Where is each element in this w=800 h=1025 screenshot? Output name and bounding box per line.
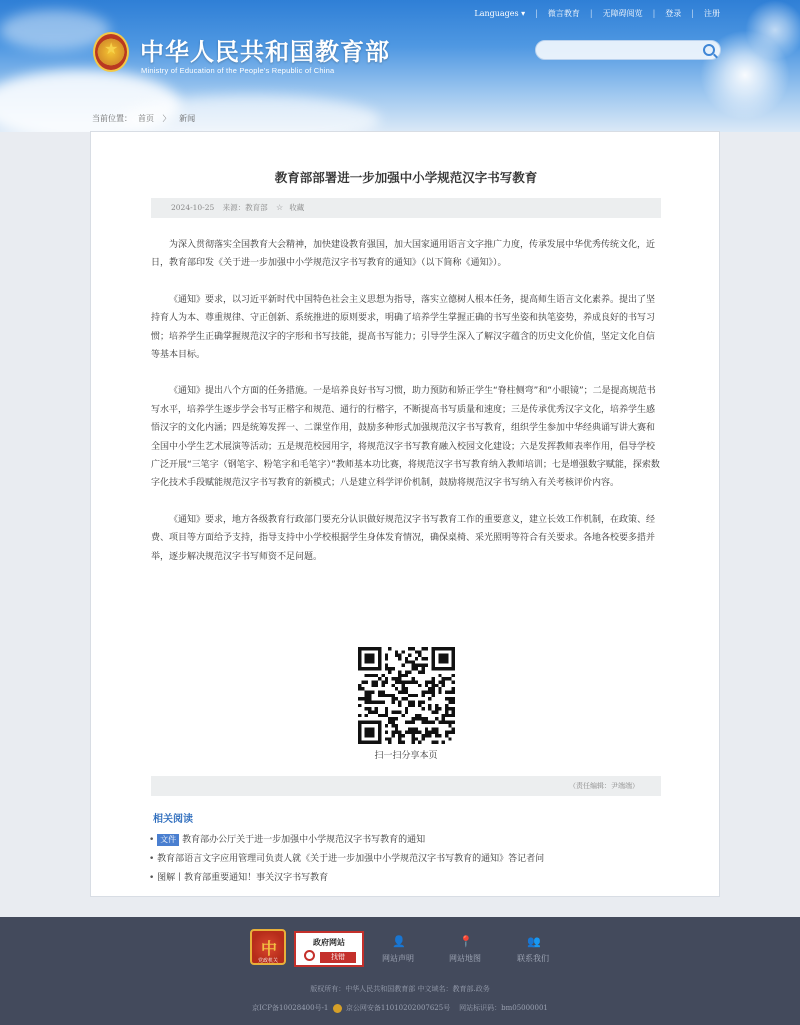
police-record[interactable]: 京公网安备11010202007625号 xyxy=(345,1004,451,1012)
file-tag: 文件 xyxy=(157,834,179,846)
site-header xyxy=(0,0,800,132)
party-badge-label: 党政机关 xyxy=(257,958,278,964)
footer-link-statement[interactable] xyxy=(373,935,423,964)
related-item-text[interactable]: 教育部语言文字应用管理司负责人就《关于进一步加强中小学规范汉字书写教育的通知》答记者问 xyxy=(157,854,545,864)
related-item[interactable] xyxy=(149,869,669,888)
article-paragraph: 《通知》要求，以习近平新时代中国特色社会主义思想为指导，落实立德树人根本任务，提高师生语言文化素养。提出了坚持育人为本、尊重规律、守正创新、系统推进的原则要求，明确了培养学生掌握正确的书写坐姿和执笔姿势，养成良好的书写习惯；培养学生正确掌握规范汉字的字形和书写技能，提高书写能力；引导学生深入了解汉字蕴含的历史文化价值，坚定文化自信等基本目标。 xyxy=(151,294,656,361)
qr-code-image xyxy=(358,647,455,744)
nav-separator: | xyxy=(589,9,593,18)
site-title[interactable]: 中华人民共和国教育部 xyxy=(140,38,390,66)
favorite-label: 收藏 xyxy=(289,203,305,212)
breadcrumb-current[interactable]: 新闻 xyxy=(179,114,196,123)
footer-link-label: 网站声明 xyxy=(382,954,414,963)
breadcrumb-label: 当前位置： xyxy=(92,114,132,123)
article-title: 教育部部署进一步加强中小学规范汉字书写教育 xyxy=(274,170,538,185)
footer-link-label: 联系我们 xyxy=(517,954,549,963)
related-item-text[interactable]: 图解丨教育部重要通知！事关汉字书写教育 xyxy=(157,873,329,883)
breadcrumb xyxy=(92,113,201,124)
site-subtitle: Ministry of Education of the People's Republic of China xyxy=(141,66,335,75)
article-meta-bar xyxy=(151,198,661,218)
search-input[interactable] xyxy=(536,45,696,63)
responsible-editor: （责任编辑：尹端端） xyxy=(569,782,639,790)
favorite-button[interactable] xyxy=(276,203,310,212)
article-paragraph: 《通知》提出八个方面的任务措施。一是培养良好书写习惯，助力预防和矫正学生“脊柱侧弯”和“小眼镜”；二是提高规范书写水平，培养学生逐步学会书写正楷字和规范、通行的行楷字，不断提高书写质量和速度；三是传承优秀汉字文化，培养学生感悟汉字的文化内涵；四是统筹发挥一、二课堂作用，鼓励多种形式加强规范汉字书写教育，组织学生参加中华经典诵写讲大赛和全国中小学生艺术展演等活动；五是规范校园用字，将规范汉字书写教育融入校园文化建设；六是发挥教师表率作用，倡导学校广泛开展“三笔字（钢笔字、粉笔字和毛笔字）”教师基本功比赛，将规范汉字书写教育纳入教师培训；七是增强数字赋能，探索数字化技术手段赋能规范汉字书写教育的新模式；八是建立科学评价机制，鼓励将规范汉字书写纳入有关考核评价内容。 xyxy=(151,386,660,489)
related-item-text[interactable]: 教育部办公厅关于进一步加强中小学规范汉字书写教育的通知 xyxy=(182,835,426,845)
registration-info xyxy=(0,1003,800,1013)
qr-caption: 扫一扫分享本页 xyxy=(374,751,438,761)
star-icon: ☆ xyxy=(276,203,284,212)
related-item[interactable] xyxy=(149,850,669,869)
breadcrumb-separator: 〉 xyxy=(162,114,171,123)
police-badge-icon xyxy=(333,1004,342,1013)
site-footer xyxy=(0,917,800,1025)
weibo-link[interactable]: 微言教育 xyxy=(547,9,580,18)
location-pin-icon: 📍 xyxy=(459,935,473,948)
copyright-text: 版权所有：中华人民共和国教育部 中文域名：教育部.政务 xyxy=(310,985,490,993)
article-paragraph: 为深入贯彻落实全国教育大会精神，加快建设教育强国，加大国家通用语言文字推广力度，传承发展中华优秀传统文化，近日，教育部印发《关于进一步加强中小学规范汉字书写教育的通知》（以下简称《通知》）。 xyxy=(151,240,656,269)
article-source: 来源：教育部 xyxy=(222,203,268,212)
icp-number[interactable]: 京ICP备10028400号-1 xyxy=(252,1004,329,1012)
article-card xyxy=(90,131,720,897)
related-item[interactable] xyxy=(149,831,669,850)
register-link[interactable]: 注册 xyxy=(704,9,720,18)
gov-website-error-badge[interactable] xyxy=(294,931,364,967)
article-paragraph: 《通知》要求，地方各级教育行政部门要充分认识做好规范汉字书写教育工作的重要意义，建立长效工作机制，在政策、经费、项目等方面给予支持，指导支持中小学校根据学生身体发育情况，确保桌椅、采光照明等符合有关要求。各地各校要多措并举，逐步解决规范汉字书写师资不足问题。 xyxy=(151,514,656,562)
languages-menu[interactable]: Languages ▾ xyxy=(474,9,526,18)
gov-badge-top: 政府网站 xyxy=(313,938,345,947)
footer-link-contact[interactable] xyxy=(508,935,558,964)
breadcrumb-home[interactable]: 首页 xyxy=(138,114,154,123)
accessible-link[interactable]: 无障碍阅览 xyxy=(602,9,643,18)
related-reading-list xyxy=(149,831,669,888)
site-id: 网站标识码：bm05000001 xyxy=(459,1004,548,1012)
magnifier-icon xyxy=(304,950,315,961)
editor-bar xyxy=(151,776,661,796)
contact-icon: 👥 xyxy=(527,935,541,948)
article-body xyxy=(151,236,663,584)
related-reading-title: 相关阅读 xyxy=(153,814,193,825)
gov-badge-bottom: 找错 xyxy=(320,952,356,963)
search-icon[interactable] xyxy=(703,44,715,56)
footer-link-label: 网站地图 xyxy=(449,954,481,963)
nav-separator: | xyxy=(652,9,656,18)
nav-separator: | xyxy=(691,9,694,18)
article-date: 2024-10-25 xyxy=(171,203,215,212)
footer-link-sitemap[interactable] xyxy=(440,935,490,964)
nav-separator: | xyxy=(535,9,538,18)
dandelion-decoration xyxy=(745,0,800,60)
search-box xyxy=(535,40,721,60)
person-icon: 👤 xyxy=(392,935,406,948)
top-nav xyxy=(474,8,720,19)
login-link[interactable]: 登录 xyxy=(665,9,682,18)
national-emblem-icon[interactable] xyxy=(93,32,129,72)
